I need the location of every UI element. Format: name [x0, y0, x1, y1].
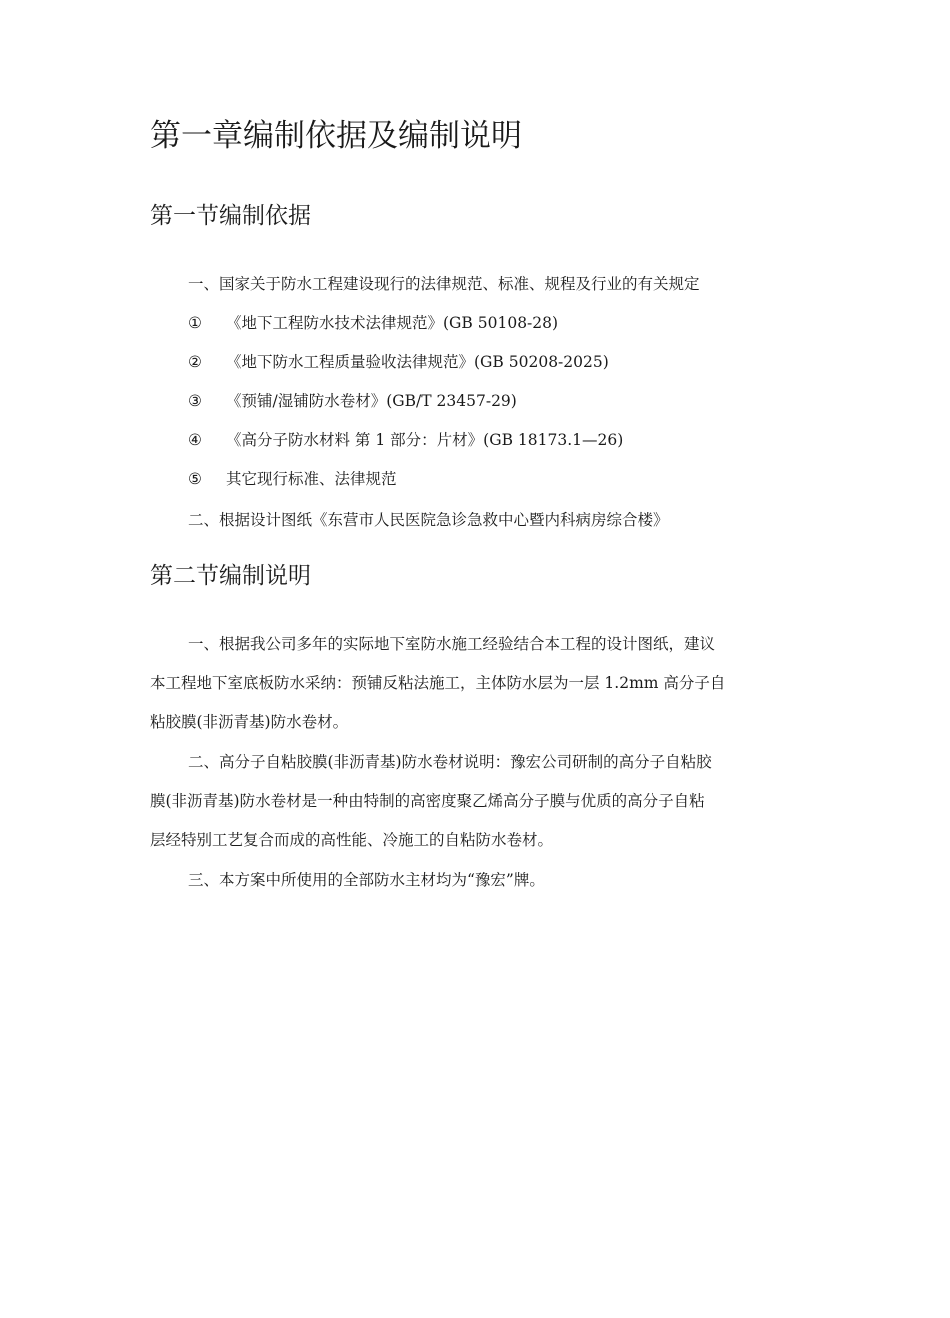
note1-line2: 本工程地下室底板防水采纳：预铺反粘法施工，主体防水层为一层 1.2mm 高分子自	[150, 674, 726, 692]
basis-intro: 一、国家关于防水工程建设现行的法律规范、标准、规程及行业的有关规定	[188, 275, 700, 293]
note1-line1: 一、根据我公司多年的实际地下室防水施工经验结合本工程的设计图纸，建议	[188, 635, 716, 653]
list-item-number: ①	[188, 314, 202, 332]
list-item-number: ③	[188, 392, 202, 410]
list-item	[188, 428, 623, 452]
note2-line3: 层经特别工艺复合而成的高性能、冷施工的自粘防水卷材。	[150, 831, 554, 849]
list-item-number: ⑤	[188, 470, 202, 488]
list-item	[188, 389, 517, 413]
list-item-text: 《预铺/湿铺防水卷材》(GB/T 23457-29)	[226, 392, 517, 410]
chapter-title: 第一章编制依据及编制说明	[150, 118, 522, 154]
note3: 三、本方案中所使用的全部防水主材均为“豫宏”牌。	[188, 871, 545, 889]
list-item-text: 其它现行标准、法律规范	[226, 470, 397, 488]
list-item-number: ②	[188, 353, 202, 371]
basis-drawings: 二、根据设计图纸《东营市人民医院急诊急救中心暨内科病房综合楼》	[188, 511, 669, 529]
section-title-notes: 第二节编制说明	[150, 563, 311, 589]
list-item-text: 《高分子防水材料 第 1 部分：片材》(GB 18173.1—26)	[226, 431, 624, 449]
list-item	[188, 467, 397, 491]
note1-line3: 粘胶膜(非沥青基)防水卷材。	[150, 713, 349, 731]
section-title-basis: 第一节编制依据	[150, 203, 311, 229]
list-item	[188, 350, 609, 374]
note2-line1: 二、高分子自粘胶膜(非沥青基)防水卷材说明：豫宏公司研制的高分子自粘胶	[188, 753, 712, 771]
list-item-number: ④	[188, 431, 202, 449]
list-item-text: 《地下工程防水技术法律规范》(GB 50108-28)	[226, 314, 559, 332]
note2-line2: 膜(非沥青基)防水卷材是一种由特制的高密度聚乙烯高分子膜与优质的高分子自粘	[150, 792, 705, 810]
list-item	[188, 311, 558, 335]
list-item-text: 《地下防水工程质量验收法律规范》(GB 50208-2025)	[226, 353, 609, 371]
